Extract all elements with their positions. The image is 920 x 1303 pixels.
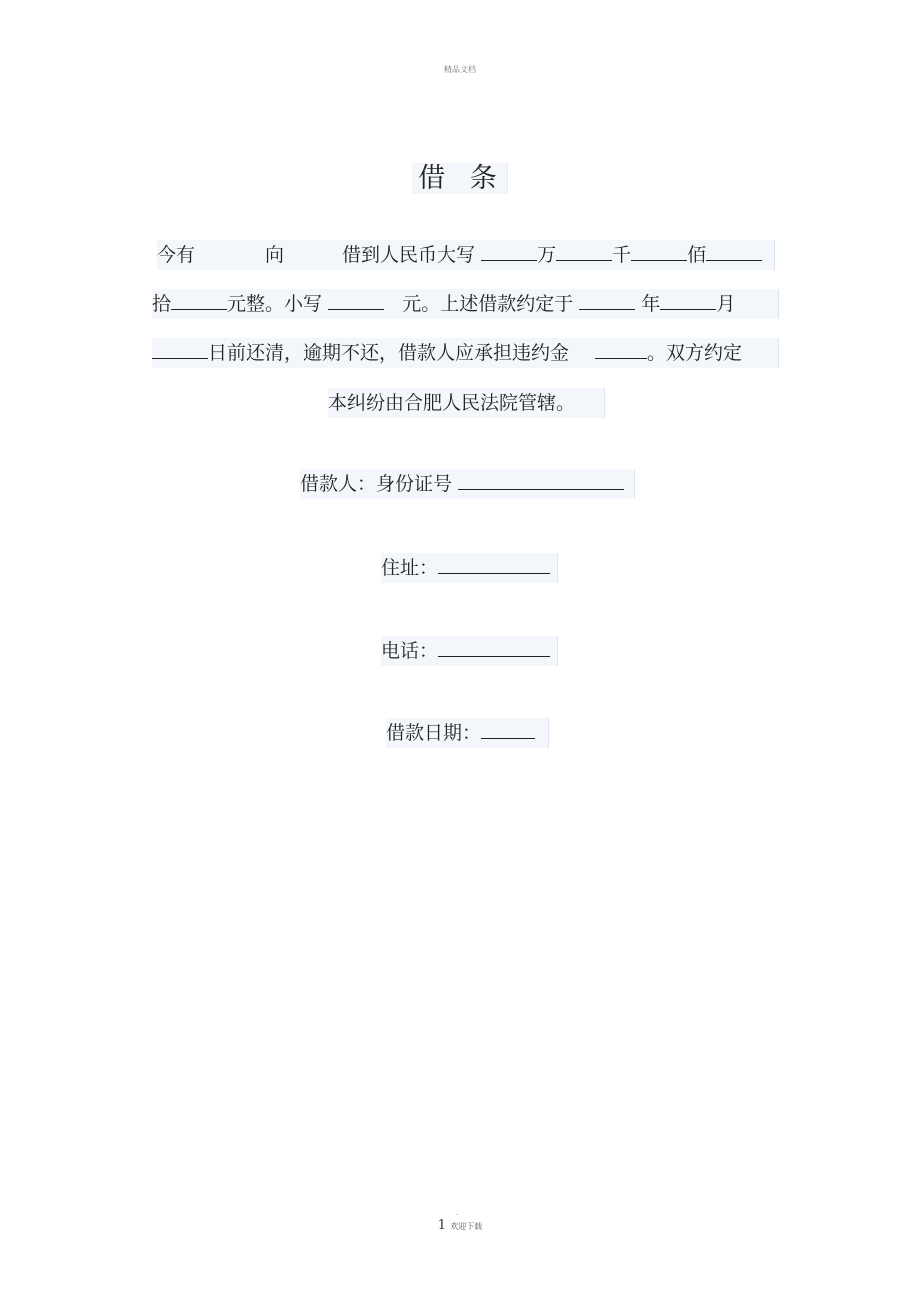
page-number: 1	[437, 1218, 447, 1233]
text-shi: 拾	[152, 293, 172, 315]
document-title	[0, 156, 920, 195]
footer-note: 欢迎下载	[450, 1222, 483, 1231]
text-yuan-zheng: 元整。小写	[227, 293, 323, 315]
address-label: 住址：	[381, 557, 439, 579]
borrower-id-blank[interactable]	[458, 469, 624, 490]
phone-row	[381, 636, 558, 666]
body-line-2	[152, 289, 779, 319]
text-jurisdiction: 本纠纷由合肥人民法院管辖。	[328, 392, 576, 414]
blank-penalty[interactable]	[595, 338, 647, 359]
text-both-agree: 。双方约定	[647, 342, 743, 364]
text-year: 年	[641, 293, 661, 315]
blank-bai[interactable]	[631, 240, 687, 261]
blank-amount-digits[interactable]	[328, 289, 384, 310]
text-jinyou: 今有	[157, 244, 196, 266]
blank-yuan-caps[interactable]	[171, 289, 227, 310]
text-due-penalty: 日前还清，逾期不还，借款人应承担违约金	[208, 342, 570, 364]
text-xiang: 向	[265, 244, 285, 266]
body-line-4	[328, 388, 605, 418]
loan-date-row	[386, 718, 549, 748]
blank-month[interactable]	[660, 289, 716, 310]
text-repay-agreed: 元。上述借款约定于	[402, 293, 574, 315]
text-bai: 佰	[687, 244, 707, 266]
title-text: 借 条	[412, 163, 508, 194]
borrower-id-row	[300, 469, 635, 499]
blank-shi[interactable]	[706, 240, 762, 261]
blank-day[interactable]	[152, 338, 208, 359]
loan-date-label: 借款日期：	[386, 722, 482, 744]
text-wan: 万	[537, 244, 557, 266]
body-line-3	[152, 338, 779, 368]
body-line-1	[157, 240, 775, 270]
footer-dot: .	[456, 1208, 459, 1217]
header-note: 精品文档	[444, 65, 476, 74]
borrower-id-label: 借款人：身份证号	[300, 473, 453, 495]
phone-blank[interactable]	[438, 636, 550, 657]
blank-year[interactable]	[579, 289, 635, 310]
text-borrow-amount-caps: 借到人民币大写	[342, 244, 476, 266]
phone-label: 电话：	[381, 640, 439, 662]
text-month: 月	[716, 293, 736, 315]
blank-qian[interactable]	[556, 240, 612, 261]
address-blank[interactable]	[438, 553, 550, 574]
address-row	[381, 553, 558, 583]
text-qian: 千	[612, 244, 632, 266]
loan-date-blank[interactable]	[481, 718, 535, 739]
page-footer	[0, 1218, 920, 1233]
blank-wan[interactable]	[481, 240, 537, 261]
